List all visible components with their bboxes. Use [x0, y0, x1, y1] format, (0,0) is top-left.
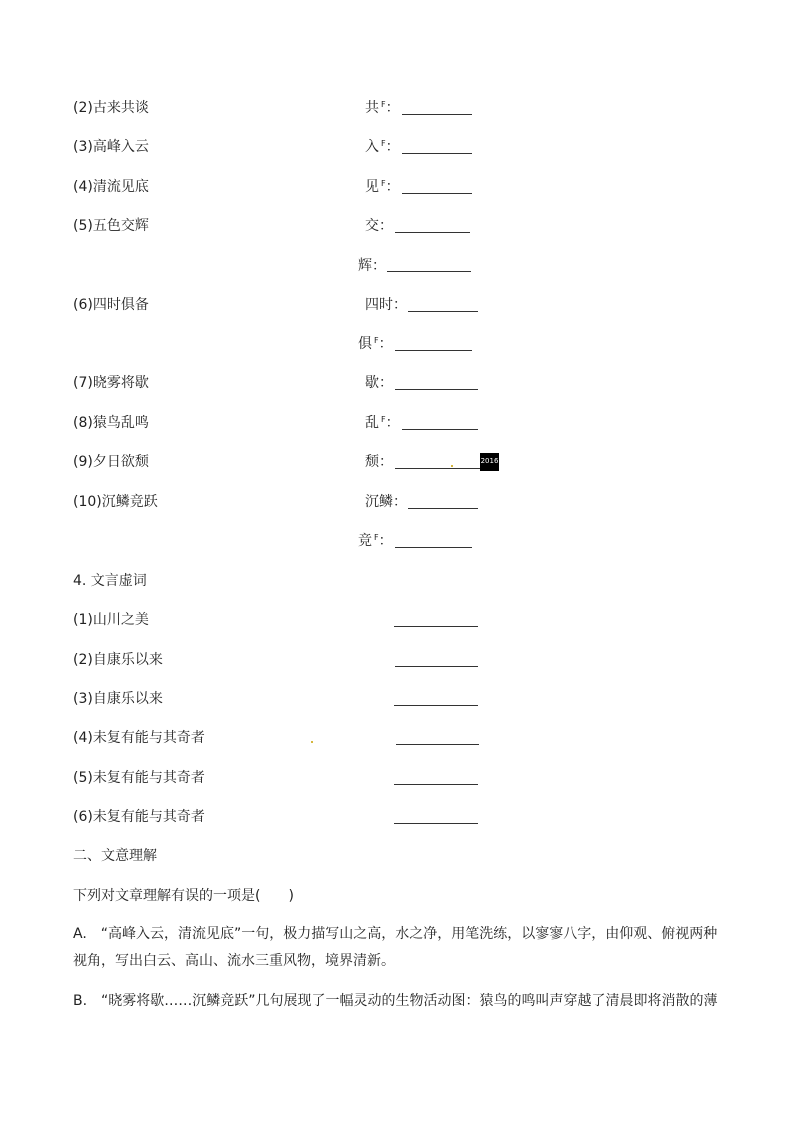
- answer-blank[interactable]: [402, 153, 472, 154]
- answer-blank[interactable]: [395, 389, 478, 390]
- word-label: 交：: [365, 218, 393, 234]
- answer-blank[interactable]: [408, 311, 478, 312]
- answer-blank[interactable]: [402, 114, 472, 115]
- watermark-badge: 2016: [480, 453, 499, 471]
- item-label: (6)四时俱备: [73, 297, 149, 313]
- word-label: 四时：: [365, 297, 407, 313]
- word-label: 颓：: [365, 454, 393, 470]
- item-label: (5)未复有能与其奇者: [73, 770, 205, 786]
- item-label: (9)夕日欲颓: [73, 454, 149, 470]
- answer-blank[interactable]: [395, 232, 470, 233]
- word-label: 乱 $^F$：: [365, 415, 400, 431]
- item-label: (1)山川之美: [73, 612, 149, 628]
- item-label: (8)猿鸟乱鸣: [73, 415, 149, 431]
- word-label: 见 $^F$：: [365, 179, 400, 195]
- item-label: (3)自康乐以来: [73, 691, 163, 707]
- item-label: (4)清流见底: [73, 179, 149, 195]
- option-b: B. “晓雾将歇……沉鳞竞跃”几句展现了一幅灵动的生物活动图：猿鸟的鸣叫声穿越了清晨即将消散的薄: [73, 993, 718, 1009]
- word-label: 竞 $^F$：: [358, 533, 393, 549]
- item-label: (10)沉鳞竞跃: [73, 494, 158, 510]
- item-label: (7)晓雾将歇: [73, 375, 149, 391]
- answer-blank[interactable]: [395, 547, 472, 548]
- word-label: 入 $^F$：: [365, 139, 400, 155]
- item-label: (2)自康乐以来: [73, 652, 163, 668]
- item-label: (5)五色交辉: [73, 218, 149, 234]
- answer-blank[interactable]: [395, 666, 478, 667]
- answer-blank[interactable]: [394, 626, 478, 627]
- question-text: 下列对文章理解有误的一项是( ): [73, 888, 294, 904]
- word-label: 沉鳞：: [365, 494, 407, 510]
- answer-blank[interactable]: [395, 468, 481, 469]
- section-heading: 4. 文言虚词: [73, 573, 147, 589]
- word-label: 共 $^F$：: [365, 100, 400, 116]
- item-label: (2)古来共谈: [73, 100, 149, 116]
- option-a: A. “高峰入云，清流见底”一句，极力描写山之高，水之净，用笔洗练，以寥寥八字，由仰观、俯视两种视角，写出白云、高山、流水三重风物，境界清新。: [73, 926, 718, 969]
- answer-blank[interactable]: [394, 784, 478, 785]
- answer-blank[interactable]: [396, 744, 479, 745]
- item-label: (3)高峰入云: [73, 139, 149, 155]
- item-label: (4)未复有能与其奇者: [73, 730, 205, 746]
- answer-blank[interactable]: [394, 705, 478, 706]
- section-heading: 二、文意理解: [73, 848, 157, 864]
- answer-blank[interactable]: [395, 350, 472, 351]
- stray-dot: [451, 465, 453, 467]
- answer-blank[interactable]: [394, 823, 478, 824]
- answer-blank[interactable]: [387, 271, 471, 272]
- stray-dot: [311, 741, 313, 743]
- answer-blank[interactable]: [402, 429, 478, 430]
- answer-blank[interactable]: [408, 508, 478, 509]
- word-label: 歇：: [365, 375, 393, 391]
- word-label: 俱 $^F$：: [358, 336, 393, 352]
- item-label: (6)未复有能与其奇者: [73, 809, 205, 825]
- answer-blank[interactable]: [402, 193, 472, 194]
- word-label: 辉：: [358, 258, 386, 274]
